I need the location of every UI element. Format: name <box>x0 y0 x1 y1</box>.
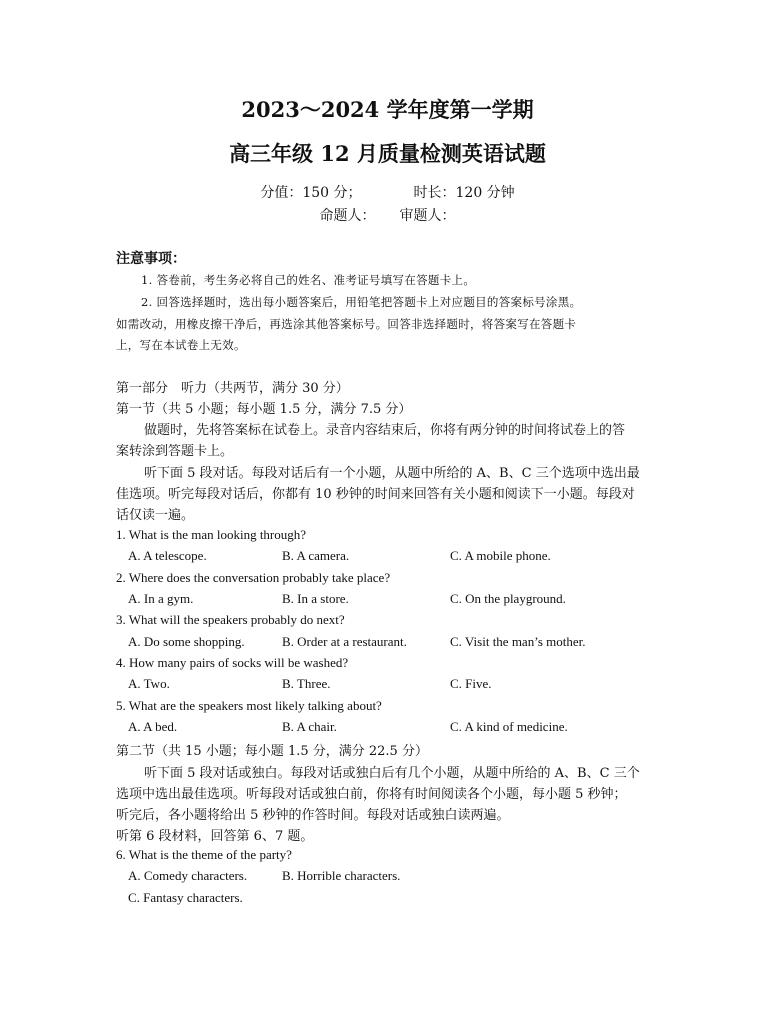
q3-option-b: B. Order at a restaurant. <box>282 634 407 649</box>
part1-heading: 第一部分 听力（共两节，满分 30 分） <box>116 381 349 396</box>
section2-instr-line3: 听完后，各小题将给出 5 秒钟的作答时间。每段对话或独白读两遍。 <box>116 808 510 823</box>
q6-option-a: A. Comedy characters. <box>128 868 248 883</box>
question-4: 4. How many pairs of socks will be washed? <box>116 655 349 670</box>
material-6-label: 听第 6 段材料，回答第 6、7 题。 <box>116 829 314 844</box>
section2-instr-line2: 选项中选出最佳选项。听每段对话或独白前，你将有时间阅读各个小题，每小题 5 秒钟； <box>116 787 627 802</box>
q5-option-c: C. A kind of medicine. <box>450 719 568 734</box>
q5-option-b: B. A chair. <box>282 719 337 734</box>
q4-option-b: B. Three. <box>282 676 331 691</box>
section2-heading: 第二节（共 15 小题；每小题 1.5 分，满分 22.5 分） <box>116 744 428 759</box>
section1-instr1-line1: 做题时，先将答案标在试卷上。录音内容结束后，你将有两分钟的时间将试卷上的答 <box>144 423 626 438</box>
note-item-1: 1. 答卷前，考生务必将自己的姓名、准考证号填写在答题卡上。 <box>141 273 476 287</box>
q6-option-b: B. Horrible characters. <box>282 868 401 883</box>
q4-option-c: C. Five. <box>450 676 492 691</box>
q2-option-b: B. In a store. <box>282 591 349 606</box>
exam-title-line2: 高三年级 12 月质量检测英语试题 <box>229 141 546 166</box>
duration-info: 时长：120 分钟 <box>413 185 515 201</box>
exam-meta-score-time <box>0 182 775 202</box>
question-5: 5. What are the speakers most likely talking about? <box>116 698 382 713</box>
question-1: 1. What is the man looking through? <box>116 527 307 542</box>
q1-option-b: B. A camera. <box>282 548 350 563</box>
exam-meta-authors <box>0 205 775 225</box>
section1-heading: 第一节（共 5 小题；每小题 1.5 分，满分 7.5 分） <box>116 402 412 417</box>
q3-option-a: A. Do some shopping. <box>128 634 245 649</box>
q1-option-a: A. A telescope. <box>128 548 207 563</box>
question-2: 2. Where does the conversation probably take place? <box>116 570 391 585</box>
section1-instr1-line2: 案转涂到答题卡上。 <box>116 444 234 459</box>
question-6: 6. What is the theme of the party? <box>116 847 292 862</box>
q4-option-a: A. Two. <box>128 676 170 691</box>
q1-option-c: C. A mobile phone. <box>450 548 551 563</box>
q3-option-c: C. Visit the man’s mother. <box>450 634 586 649</box>
q5-option-a: A. A bed. <box>128 719 178 734</box>
note-item-2-line2: 如需改动，用橡皮擦干净后，再选涂其他答案标号。回答非选择题时，将答案写在答题卡 <box>116 317 577 331</box>
exam-title-line1: 2023～2024 学年度第一学期 <box>241 97 534 122</box>
q2-option-c: C. On the playground. <box>450 591 566 606</box>
score-info: 分值：150 分； <box>260 185 362 201</box>
section2-instr-line1: 听下面 5 段对话或独白。每段对话或独白后有几个小题，从题中所给的 A、B、C 三个 <box>144 766 640 781</box>
section1-instr2-line3: 话仅读一遍。 <box>116 508 195 523</box>
question-3: 3. What will the speakers probably do next? <box>116 612 345 627</box>
notes-heading: 注意事项： <box>116 251 186 267</box>
q2-option-a: A. In a gym. <box>128 591 194 606</box>
note-item-2-line3: 上，写在本试卷上无效。 <box>116 338 246 352</box>
section1-instr2-line1: 听下面 5 段对话。每段对话后有一个小题，从题中所给的 A、B、C 三个选项中选出最 <box>144 466 640 481</box>
q6-option-c: C. Fantasy characters. <box>128 890 243 905</box>
note-item-2-line1: 2. 回答选择题时，选出每小题答案后，用铅笔把答题卡上对应题目的答案标号涂黑。 <box>141 295 582 309</box>
reviewer-label: 审题人： <box>399 208 456 224</box>
section1-instr2-line2: 佳选项。听完每段对话后，你都有 10 秒钟的时间来回答有关小题和阅读下一小题。每段对 <box>116 487 635 502</box>
setter-label: 命题人： <box>319 208 376 224</box>
